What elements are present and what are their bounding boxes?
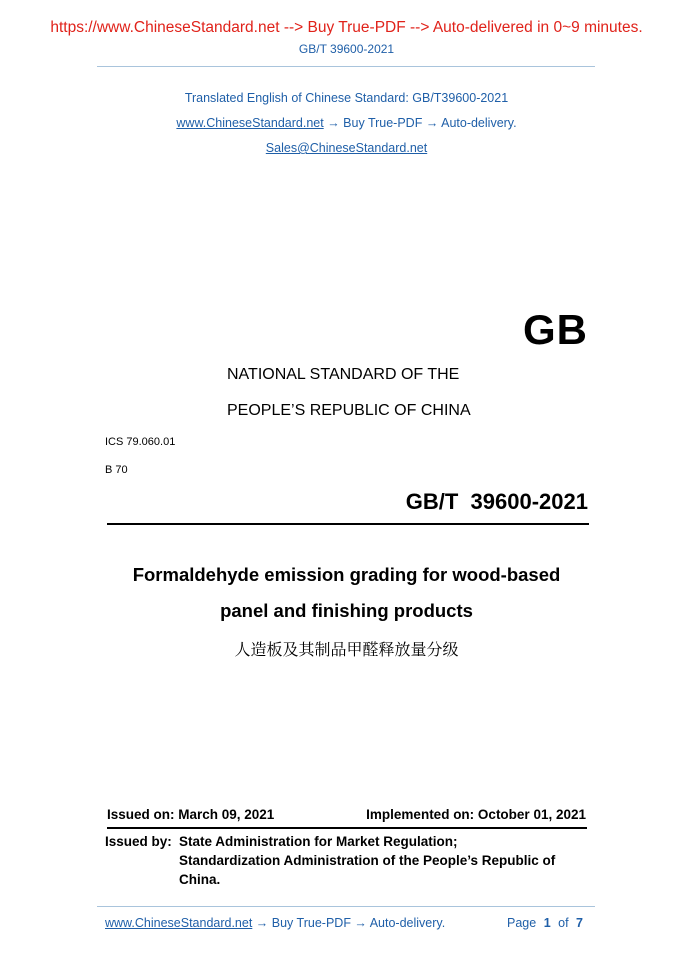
promo-line-2: [0, 116, 693, 130]
page-label: Page: [507, 916, 537, 930]
footer-link-row: [105, 916, 445, 930]
promo-line-2-rest: → Buy True-PDF → Auto-delivery.: [327, 116, 517, 130]
issued-by-line-1: State Administration for Market Regulation;: [179, 834, 458, 849]
issued-by-label: Issued by:: [105, 834, 172, 849]
title-en-line-2: panel and finishing products: [220, 600, 473, 621]
header-divider: [97, 66, 595, 67]
promo-email-row: [0, 141, 693, 155]
national-standard-line-1: NATIONAL STANDARD OF THE: [227, 366, 460, 383]
promo-line-1: Translated English of Chinese Standard: GB/T39600-2021: [184, 91, 509, 105]
promo-email-link[interactable]: Sales@ChineseStandard.net: [265, 141, 428, 155]
title-en-line-1: Formaldehyde emission grading for wood-based: [132, 564, 561, 585]
national-standard-line-2: PEOPLE’S REPUBLIC OF CHINA: [227, 402, 471, 419]
promo-site-link[interactable]: www.ChineseStandard.net: [176, 116, 324, 130]
page-total: 7: [576, 916, 583, 930]
footer-divider: [97, 906, 595, 907]
issued-by-line-2: Standardization Administration of the People’s Republic of: [179, 853, 556, 868]
standard-number: GB/T 39600-2021: [405, 489, 588, 514]
footer-site-link[interactable]: www.ChineseStandard.net: [105, 916, 253, 930]
standard-number-rule: [107, 523, 589, 525]
top-banner[interactable]: https://www.ChineseStandard.net --> Buy True-PDF --> Auto-delivered in 0~9 minutes.: [50, 19, 643, 36]
page-of: of: [558, 916, 569, 930]
page-indicator: [507, 916, 583, 930]
footer-rest: → Buy True-PDF → Auto-delivery.: [255, 916, 446, 930]
page-current: 1: [543, 916, 551, 930]
ccs-code: B 70: [105, 464, 128, 476]
gb-mark: GB: [523, 306, 588, 353]
issued-on: Issued on: March 09, 2021: [107, 807, 275, 822]
issued-by-line-3: China.: [179, 872, 221, 887]
implemented-on: Implemented on: October 01, 2021: [366, 807, 586, 822]
dates-rule: [107, 827, 587, 829]
ics-code: ICS 79.060.01: [105, 436, 176, 448]
title-cn: 人造板及其制品甲醛释放量分级: [234, 640, 459, 659]
header-doc-code: GB/T 39600-2021: [298, 42, 395, 56]
